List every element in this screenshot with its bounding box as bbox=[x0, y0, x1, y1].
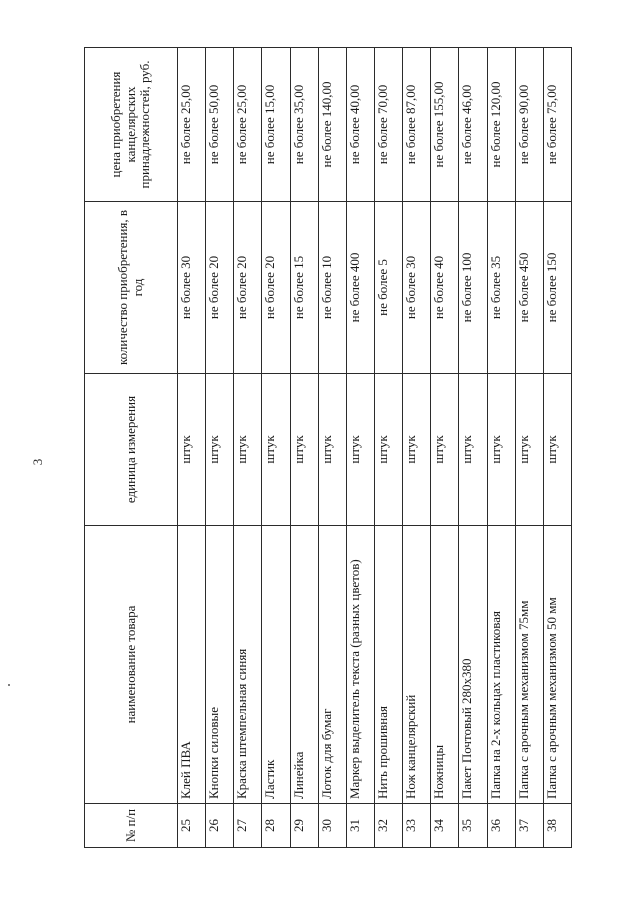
cell-qty: не более 15 bbox=[290, 202, 318, 374]
cell-num: 26 bbox=[206, 804, 234, 848]
cell-unit: штук bbox=[318, 374, 346, 526]
cell-name: Клей ПВА bbox=[178, 526, 206, 804]
table-header-row bbox=[85, 48, 178, 848]
goods-table-rotated bbox=[84, 48, 572, 848]
cell-num: 28 bbox=[262, 804, 290, 848]
cell-name: Маркер выделитель текста (разных цветов) bbox=[346, 526, 374, 804]
goods-table bbox=[84, 47, 572, 848]
scan-speck bbox=[8, 684, 10, 686]
cell-num: 33 bbox=[403, 804, 431, 848]
cell-price: не более 155,00 bbox=[431, 48, 459, 202]
cell-price: не более 120,00 bbox=[487, 48, 515, 202]
cell-price: не более 70,00 bbox=[374, 48, 402, 202]
cell-num: 31 bbox=[346, 804, 374, 848]
table-row bbox=[206, 48, 234, 848]
header-price: цена приобретения канцелярских принадлежностей, руб. bbox=[85, 48, 178, 202]
cell-unit: штук bbox=[374, 374, 402, 526]
header-unit: единица измерения bbox=[85, 374, 178, 526]
table-body bbox=[178, 48, 572, 848]
cell-price: не более 50,00 bbox=[206, 48, 234, 202]
table-row bbox=[431, 48, 459, 848]
table-row bbox=[515, 48, 543, 848]
cell-unit: штук bbox=[543, 374, 571, 526]
cell-qty: не более 450 bbox=[515, 202, 543, 374]
cell-unit: штук bbox=[487, 374, 515, 526]
cell-qty: не более 20 bbox=[262, 202, 290, 374]
header-qty: количество приобретения, в год bbox=[85, 202, 178, 374]
cell-qty: не более 30 bbox=[178, 202, 206, 374]
cell-price: не более 25,00 bbox=[234, 48, 262, 202]
cell-unit: штук bbox=[431, 374, 459, 526]
cell-qty: не более 20 bbox=[234, 202, 262, 374]
cell-qty: не более 30 bbox=[403, 202, 431, 374]
cell-unit: штук bbox=[178, 374, 206, 526]
table-row bbox=[234, 48, 262, 848]
table-row bbox=[403, 48, 431, 848]
cell-price: не более 46,00 bbox=[459, 48, 487, 202]
cell-unit: штук bbox=[403, 374, 431, 526]
page-number: 3 bbox=[30, 458, 45, 466]
table-row bbox=[487, 48, 515, 848]
table-row bbox=[290, 48, 318, 848]
cell-unit: штук bbox=[290, 374, 318, 526]
cell-name: Линейка bbox=[290, 526, 318, 804]
cell-num: 37 bbox=[515, 804, 543, 848]
cell-num: 35 bbox=[459, 804, 487, 848]
table-row bbox=[543, 48, 571, 848]
cell-price: не более 87,00 bbox=[403, 48, 431, 202]
cell-qty: не более 35 bbox=[487, 202, 515, 374]
cell-num: 34 bbox=[431, 804, 459, 848]
table-row bbox=[346, 48, 374, 848]
table-row bbox=[318, 48, 346, 848]
cell-price: не более 90,00 bbox=[515, 48, 543, 202]
cell-qty: не более 5 bbox=[374, 202, 402, 374]
cell-num: 25 bbox=[178, 804, 206, 848]
cell-price: не более 40,00 bbox=[346, 48, 374, 202]
cell-price: не более 140,00 bbox=[318, 48, 346, 202]
cell-num: 38 bbox=[543, 804, 571, 848]
cell-qty: не более 400 bbox=[346, 202, 374, 374]
cell-name: Папка с арочным механизмом 75мм bbox=[515, 526, 543, 804]
cell-unit: штук bbox=[234, 374, 262, 526]
cell-qty: не более 20 bbox=[206, 202, 234, 374]
cell-name: Нить прошивная bbox=[374, 526, 402, 804]
cell-price: не более 25,00 bbox=[178, 48, 206, 202]
table-row bbox=[178, 48, 206, 848]
cell-unit: штук bbox=[262, 374, 290, 526]
cell-num: 32 bbox=[374, 804, 402, 848]
cell-qty: не более 150 bbox=[543, 202, 571, 374]
cell-name: Краска штемпельная синяя bbox=[234, 526, 262, 804]
cell-price: не более 35,00 bbox=[290, 48, 318, 202]
cell-num: 36 bbox=[487, 804, 515, 848]
header-name: наименование товара bbox=[85, 526, 178, 804]
cell-qty: не более 10 bbox=[318, 202, 346, 374]
cell-name: Ножницы bbox=[431, 526, 459, 804]
cell-name: Кнопки силовые bbox=[206, 526, 234, 804]
cell-num: 30 bbox=[318, 804, 346, 848]
table-row bbox=[262, 48, 290, 848]
table-row bbox=[459, 48, 487, 848]
cell-price: не более 15,00 bbox=[262, 48, 290, 202]
cell-num: 27 bbox=[234, 804, 262, 848]
cell-name: Папка на 2-х кольцах пластиковая bbox=[487, 526, 515, 804]
cell-price: не более 75,00 bbox=[543, 48, 571, 202]
cell-name: Нож канцелярский bbox=[403, 526, 431, 804]
cell-name: Лоток для бумаг bbox=[318, 526, 346, 804]
cell-unit: штук bbox=[206, 374, 234, 526]
table-row bbox=[374, 48, 402, 848]
cell-qty: не более 100 bbox=[459, 202, 487, 374]
cell-qty: не более 40 bbox=[431, 202, 459, 374]
cell-unit: штук bbox=[459, 374, 487, 526]
cell-name: Папка с арочным механизмом 50 мм bbox=[543, 526, 571, 804]
cell-unit: штук bbox=[515, 374, 543, 526]
cell-num: 29 bbox=[290, 804, 318, 848]
cell-name: Пакет Почтовый 280х380 bbox=[459, 526, 487, 804]
header-num: № п/п bbox=[85, 804, 178, 848]
cell-unit: штук bbox=[346, 374, 374, 526]
cell-name: Ластик bbox=[262, 526, 290, 804]
